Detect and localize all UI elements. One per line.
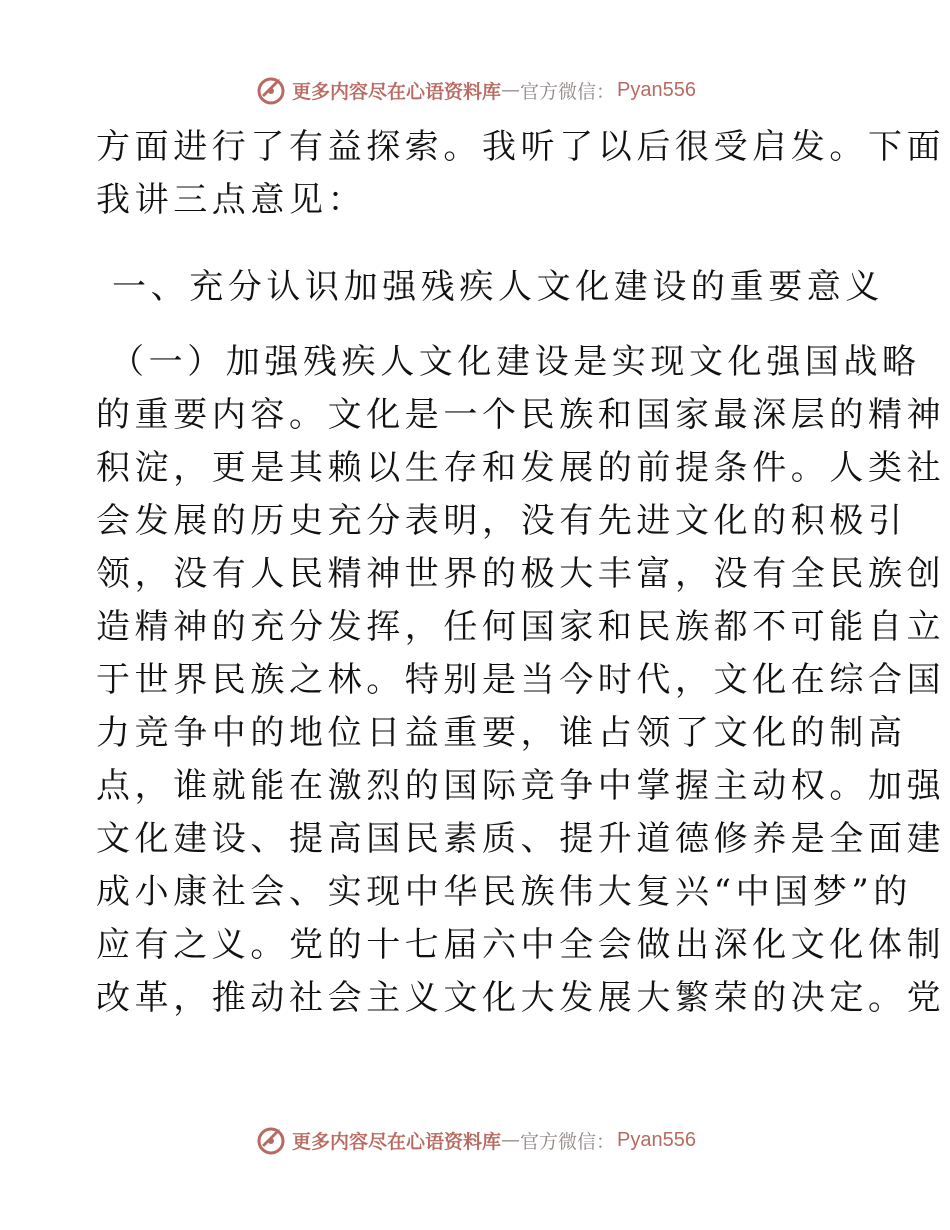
watermark-official-label: 官方微信： xyxy=(520,80,616,103)
section-heading: 一、充分认识加强残疾人文化建设的重要意义 xyxy=(112,267,884,307)
header-watermark xyxy=(0,70,950,110)
intro-line: 方面进行了有益探索。我听了以后很受启发。下面 xyxy=(96,127,946,167)
paragraph-line: 点，谁就能在激烈的国际竞争中掌握主动权。加强 xyxy=(96,766,946,806)
paragraph-line: 应有之义。党的十七届六中全会做出深化文化体制 xyxy=(96,925,946,965)
watermark-wechat-id: Pyan556 xyxy=(617,78,696,101)
paragraph-line: 改革，推动社会主义文化大发展大繁荣的决定。党 xyxy=(96,978,946,1018)
paragraph-line: 积淀，更是其赖以生存和发展的前提条件。人类社 xyxy=(96,448,946,488)
watermark-official-label: 官方微信： xyxy=(520,1130,616,1153)
watermark-separator: — xyxy=(501,79,521,101)
paragraph-line: 文化建设、提高国民素质、提升道德修养是全面建 xyxy=(96,819,946,859)
watermark-separator: — xyxy=(501,1129,521,1151)
paragraph-line: （一）加强残疾人文化建设是实现文化强国战略 xyxy=(110,342,921,382)
watermark-wechat-id: Pyan556 xyxy=(617,1128,696,1151)
watermark-brand: 更多内容尽在心语资料库 xyxy=(292,80,502,103)
paragraph-line: 造精神的充分发挥，任何国家和民族都不可能自立 xyxy=(96,607,946,647)
document-body xyxy=(96,121,946,1025)
intro-line: 我讲三点意见： xyxy=(96,180,367,220)
paragraph-line: 的重要内容。文化是一个民族和国家最深层的精神 xyxy=(96,395,946,435)
paragraph-line: 领，没有人民精神世界的极大丰富，没有全民族创 xyxy=(96,554,946,594)
paragraph-line: 会发展的历史充分表明，没有先进文化的积极引 xyxy=(96,501,907,541)
footer-watermark xyxy=(0,1120,950,1160)
watermark-brand: 更多内容尽在心语资料库 xyxy=(292,1130,502,1153)
brand-logo-icon xyxy=(254,1123,288,1157)
paragraph-line: 于世界民族之林。特别是当今时代，文化在综合国 xyxy=(96,660,946,700)
paragraph-line: 力竞争中的地位日益重要，谁占领了文化的制高 xyxy=(96,713,907,753)
paragraph-line: 成小康社会、实现中华民族伟大复兴“中国梦”的 xyxy=(96,872,912,912)
brand-logo-icon xyxy=(254,73,288,107)
